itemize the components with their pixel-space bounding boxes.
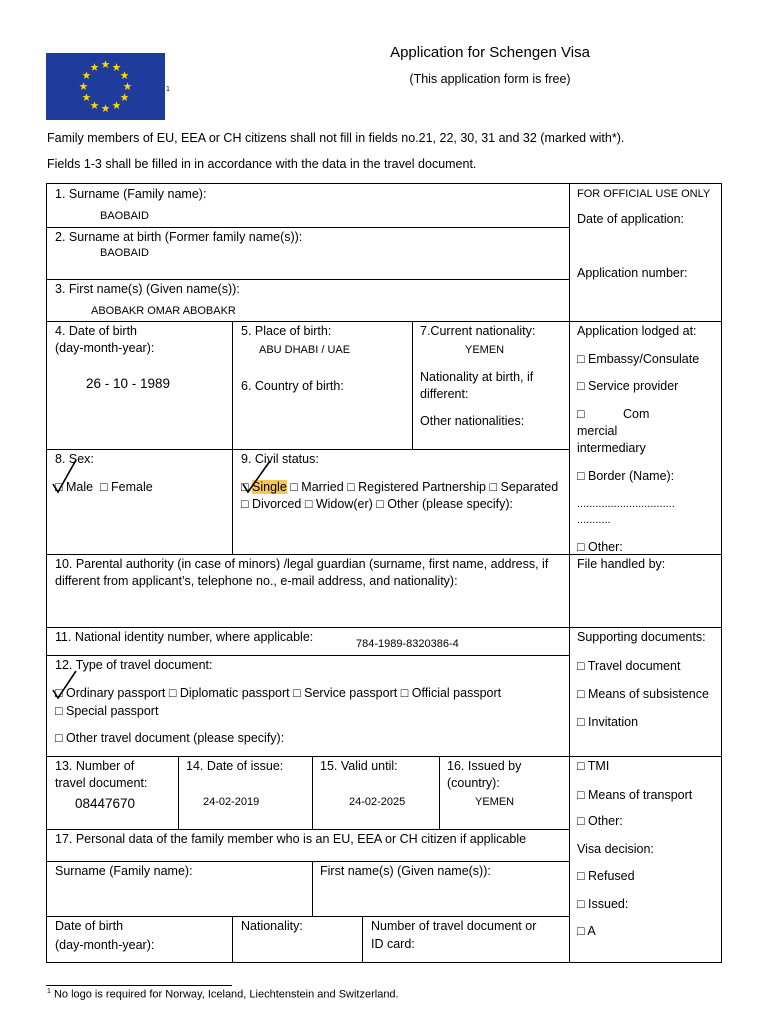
lodged-at-label: Application lodged at: — [577, 324, 697, 338]
field-13-label-1: 13. Number of — [55, 759, 135, 773]
field-10-label: 10. Parental authority (in case of minors) /legal guardian (surname, first name, address, if different from applicant’s, telephone no., e-mail address, and nationality): — [55, 557, 549, 588]
field-7-value[interactable]: YEMEN — [465, 344, 505, 356]
footnote-marker: 1 — [47, 988, 51, 995]
field-8-label: 8. Sex: — [55, 452, 94, 466]
field-5-value[interactable]: ABU DHABI / UAE — [259, 344, 351, 356]
field-13-value[interactable]: 08447670 — [75, 796, 136, 811]
field-17-surname-label: Surname (Family name): — [55, 864, 193, 878]
field-3-label: 3. First name(s) (Given name(s)): — [55, 282, 240, 296]
civil-status-line-2[interactable]: □ Divorced □ Widow(er) □ Other (please specify): — [241, 497, 514, 511]
field-5-label: 5. Place of birth: — [241, 324, 332, 338]
field-4-label-1: 4. Date of birth — [55, 324, 137, 338]
sex-male-option[interactable]: □ Male — [55, 480, 94, 494]
footnote — [47, 988, 399, 1001]
field-16-label-2: (country): — [447, 776, 500, 790]
date-of-application-label: Date of application: — [577, 212, 685, 226]
field-11-label: 11. National identity number, where applicable: — [55, 630, 314, 644]
refused-option[interactable]: □ Refused — [577, 869, 635, 883]
field-14-value[interactable]: 24-02-2019 — [203, 796, 260, 808]
service-provider-option[interactable]: □ Service provider — [577, 379, 679, 393]
footnote-text: No logo is required for Norway, Iceland, Liechtenstein and Switzerland. — [50, 988, 399, 1001]
field-15-value[interactable]: 24-02-2025 — [349, 796, 406, 808]
supporting-docs-label: Supporting documents: — [577, 630, 706, 644]
commercial-intermediary-box[interactable]: □ — [577, 407, 585, 421]
border-option[interactable]: □ Border (Name): — [577, 469, 675, 483]
single-box[interactable]: □ — [241, 480, 253, 494]
flag-footnote-marker: 1 — [166, 86, 170, 93]
file-handled-label: File handled by: — [577, 557, 666, 571]
field-11-value[interactable]: 784-1989-8320386-4 — [356, 638, 459, 650]
field-2-value[interactable]: BAOBAID — [100, 247, 149, 259]
civil-status-other-options[interactable]: □ Married □ Registered Partnership □ Separated — [286, 480, 559, 494]
page-title: Application for Schengen Visa — [390, 44, 590, 61]
field-16-value[interactable]: YEMEN — [475, 796, 515, 808]
single-option[interactable]: Single — [252, 480, 287, 494]
issued-option[interactable]: □ Issued: — [577, 897, 629, 911]
field-17-first-name-label: First name(s) (Given name(s)): — [320, 864, 491, 878]
field-17-dob-label-1: Date of birth — [55, 919, 124, 933]
field-16-label-1: 16. Issued by — [447, 759, 522, 773]
field-7-other-label: Other nationalities: — [420, 414, 525, 428]
field-17-doc-label-2: ID card: — [371, 937, 415, 951]
field-2-label: 2. Surname at birth (Former family name(s)): — [55, 230, 303, 244]
field-6-label: 6. Country of birth: — [241, 379, 344, 393]
transport-option[interactable]: □ Means of transport — [577, 788, 693, 802]
footnote-rule — [46, 985, 232, 986]
embassy-option[interactable]: □ Embassy/Consulate — [577, 352, 700, 366]
field-4-value[interactable]: 26 - 10 - 1989 — [86, 376, 171, 391]
subsistence-option[interactable]: □ Means of subsistence — [577, 687, 709, 701]
field-17-nationality-label: Nationality: — [241, 919, 303, 933]
other-lodged-option[interactable]: □ Other: — [577, 540, 623, 554]
commercial-intermediary-text-3: intermediary — [577, 441, 646, 455]
eu-flag-icon — [46, 53, 165, 120]
application-number-label: Application number: — [577, 266, 688, 280]
field-7-birth-label-2: different: — [420, 387, 469, 401]
field-17-doc-label-1: Number of travel document or — [371, 919, 537, 933]
field-9-label: 9. Civil status: — [241, 452, 319, 466]
tmi-option[interactable]: □ TMI — [577, 759, 610, 773]
field-7-label: 7.Current nationality: — [420, 324, 536, 338]
field-17-dob-label-2: (day-month-year): — [55, 938, 155, 952]
travel-doc-options-line-2[interactable]: □ Special passport — [55, 704, 159, 718]
field-1-value[interactable]: BAOBAID — [100, 210, 149, 222]
field-1-label: 1. Surname (Family name): — [55, 187, 207, 201]
intro-text-2: Fields 1-3 shall be filled in in accordance with the data in the travel document. — [47, 157, 477, 171]
checkmark-icon — [50, 668, 80, 702]
sex-female-option[interactable]: □ Female — [100, 480, 153, 494]
field-7-birth-label-1: Nationality at birth, if — [420, 370, 534, 384]
field-3-value[interactable]: ABOBAKR OMAR ABOBAKR — [91, 305, 236, 317]
visa-a-option[interactable]: □ A — [577, 924, 596, 938]
intro-text-1: Family members of EU, EEA or CH citizens shall not fill in fields no.21, 22, 30, 31 and 32 (marked with*). — [47, 131, 625, 145]
visa-decision-label: Visa decision: — [577, 842, 654, 856]
field-14-label: 14. Date of issue: — [186, 759, 284, 773]
border-dots-2: ........... — [577, 514, 611, 526]
other-docs-option[interactable]: □ Other: — [577, 814, 623, 828]
field-17-label: 17. Personal data of the family member who is an EU, EEA or CH citizen if applicable — [55, 832, 527, 846]
civil-status-line-1 — [241, 479, 558, 496]
field-12-label: 12. Type of travel document: — [55, 658, 213, 672]
commercial-intermediary-text-1: Com — [623, 407, 650, 421]
checkmark-icon — [50, 456, 80, 496]
field-4-label-2: (day-month-year): — [55, 341, 155, 355]
checkmark-icon — [240, 458, 274, 496]
commercial-intermediary-text-2: mercial — [577, 424, 618, 438]
field-13-label-2: travel document: — [55, 776, 148, 790]
travel-doc-other-option[interactable]: □ Other travel document (please specify): — [55, 731, 285, 745]
border-dots-1: ................................ — [577, 498, 675, 510]
page-subtitle: (This application form is free) — [409, 72, 571, 86]
invitation-option[interactable]: □ Invitation — [577, 715, 639, 729]
travel-document-option[interactable]: □ Travel document — [577, 659, 681, 673]
official-use-header: FOR OFFICIAL USE ONLY — [577, 188, 711, 200]
field-15-label: 15. Valid until: — [320, 759, 398, 773]
travel-doc-options-line-1[interactable]: □ Ordinary passport □ Diplomatic passport □ Service passport □ Official passport — [55, 686, 502, 700]
